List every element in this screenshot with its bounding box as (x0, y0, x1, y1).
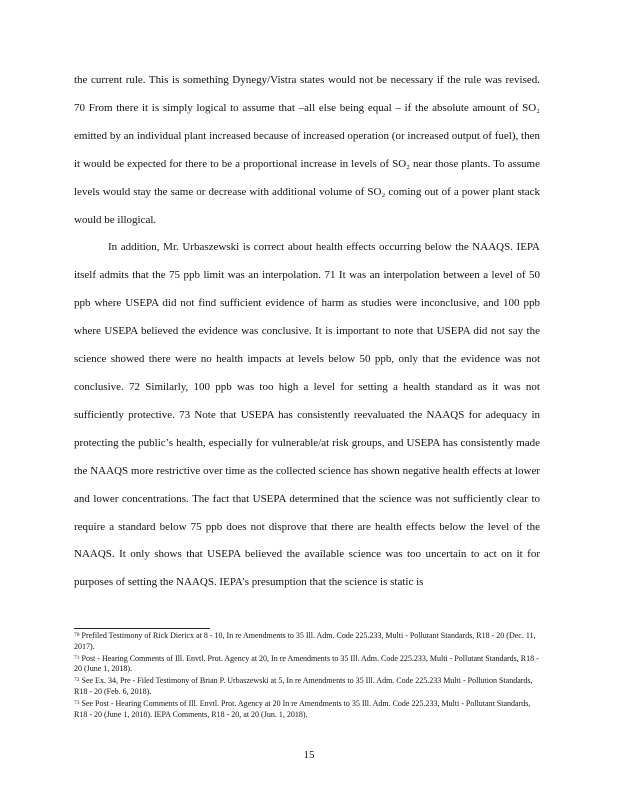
paragraph-1: the current rule. This is something Dynegy/Vistra states would not be necessary if the rule was revised. 70 From there it is simply logical to assume that –all else being equal – if the absolute amount of SO₂ emitted by an individual plant increased because of increased operation (or increased output of fuel), then it would be expected for there to be a proportional increase in levels of SO₂ near those plants. To assume levels would stay the same or decrease with additional volume of SO₂ coming out of a power plant stack would be illogical. (74, 74, 540, 226)
footnote-73 (74, 698, 540, 721)
footnote-71 (74, 653, 540, 676)
footnote-number: 71 (74, 654, 80, 661)
footnote-72 (74, 675, 540, 698)
body-text (74, 67, 540, 597)
footnote-number: 73 (74, 699, 80, 706)
footnote-70 (74, 630, 540, 653)
footnote-text: Post - Hearing Comments of Ill. Envtl. Prot. Agency at 20, In re Amendments to 35 Ill. Adm. Code 225.233, Multi - Pollutant Standards, R18 - 20 (June 1, 2018). (74, 653, 539, 674)
page-number: 15 (303, 749, 315, 761)
footnote-number: 70 (74, 632, 80, 638)
footnote-text: Prefiled Testimony of Rick Diericx at 8 - 10, In re Amendments to 35 Ill. Adm. Code 225.233, Multi - Pollutant Standards, R18 - 20 (Dec. 11, 2017). (74, 631, 536, 651)
footnote-text: See Post - Hearing Comments of Ill. Envtl. Prot. Agency at 20 In re Amendments to 35 Ill. Adm. Code 225.233, Multi - Pollutant Standards, R18 - 20 (June 1, 2018). IEPA Comments, R18 - 20, at 20 (Jun. 1, 2018). (74, 698, 531, 719)
footnotes (74, 630, 540, 720)
footnote-divider (74, 628, 210, 629)
footnote-text: See Ex. 34, Pre - Filed Testimony of Brian P. Urbaszewski at 5, In re Amendments to 35 Ill. Adm. Code 225.233 Multi - Pollution Standards, R18 - 20 (Feb. 6, 2018). (74, 676, 533, 696)
paragraph-2: In addition, Mr. Urbaszewski is correct about health effects occurring below the NAAQS. IEPA itself admits that the 75 ppb limit was an interpolation. 71 It was an interpolation between a level of 50 ppb where USEPA did not find sufficient evidence of harm as studies were inconclusive, and 100 ppb where USEPA believed the evidence was conclusive. It is important to note that USEPA did not say the science showed there were no health impacts at levels below 50 ppb, only that the evidence was not conclusive. 72 Similarly, 100 ppb was too high a level for setting a health standard as it was not sufficiently protective. 73 Note that USEPA has consistently reevaluated the NAAQS for adequacy in protecting the public’s health, especially for vulnerable/at risk groups, and USEPA has consistently made the NAAQS more restrictive over time as the collected science has shown negative health effects at lower and lower concentrations. The fact that USEPA determined that the science was not sufficiently clear to require a standard below 75 ppb does not disprove that there are health effects below the level of the NAAQS. It only shows that USEPA believed the available science was too uncertain to act on it for purposes of setting the NAAQS. IEPA’s presumption that the science is static is (74, 241, 540, 589)
footnote-number: 72 (74, 677, 80, 684)
